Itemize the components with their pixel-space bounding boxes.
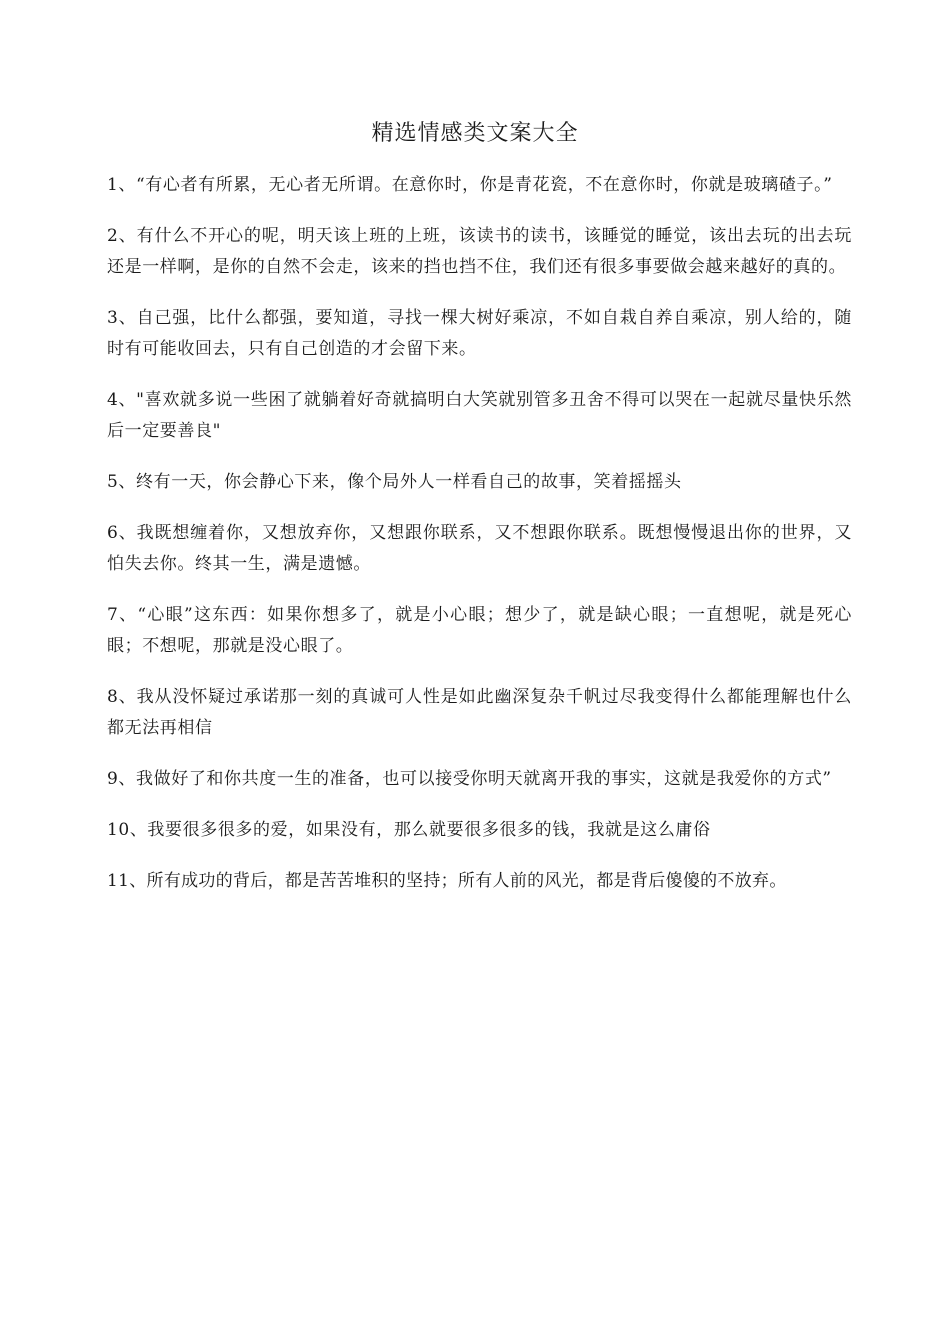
document-title: 精选情感类文案大全 (371, 121, 579, 146)
paragraph-11: 11、所有成功的背后，都是苦苦堆积的坚持；所有人前的风光，都是背后傻傻的不放弃。 (107, 871, 787, 891)
paragraph-4: 4、"喜欢就多说一些困了就躺着好奇就搞明白大笑就别管多丑舍不得可以哭在一起就尽量快乐然后一定要善良" (107, 390, 852, 441)
paragraph-1: 1、“有心者有所累，无心者无所谓。在意你时，你是青花瓷，不在意你时，你就是玻璃碴子。” (107, 175, 833, 195)
paragraph-7: 7、“心眼”这东西：如果你想多了，就是小心眼；想少了，就是缺心眼；一直想呢，就是死心眼；不想呢，那就是没心眼了。 (107, 605, 852, 656)
paragraph-10: 10、我要很多很多的爱，如果没有，那么就要很多很多的钱，我就是这么庸俗 (107, 820, 711, 840)
paragraph-3: 3、自己强，比什么都强，要知道，寻找一棵大树好乘凉，不如自栽自养自乘凉，别人给的，随时有可能收回去，只有自己创造的才会留下来。 (107, 308, 852, 359)
paragraph-6: 6、我既想缠着你，又想放弃你，又想跟你联系，又不想跟你联系。既想慢慢退出你的世界，又怕失去你。终其一生，满是遗憾。 (107, 523, 852, 574)
paragraph-5: 5、终有一天，你会静心下来，像个局外人一样看自己的故事，笑着摇摇头 (107, 472, 682, 492)
paragraph-9: 9、我做好了和你共度一生的准备，也可以接受你明天就离开我的事实，这就是我爱你的方式” (107, 769, 832, 789)
paragraph-2: 2、有什么不开心的呢，明天该上班的上班，该读书的读书，该睡觉的睡觉，该出去玩的出去玩还是一样啊，是你的自然不会走，该来的挡也挡不住，我们还有很多事要做会越来越好的真的。 (107, 226, 852, 277)
document-body (107, 170, 852, 917)
paragraph-8: 8、我从没怀疑过承诺那一刻的真诚可人性是如此幽深复杂千帆过尽我变得什么都能理解也什么都无法再相信 (107, 687, 852, 738)
